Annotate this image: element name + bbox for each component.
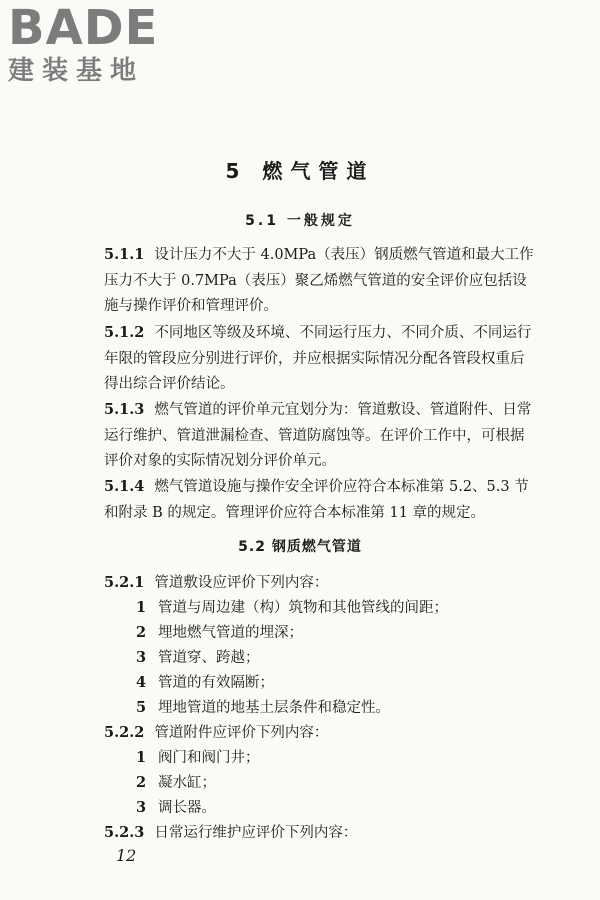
list-item xyxy=(136,645,536,671)
clause-text: 燃气管道的评价单元宜划分为：管道敷设、管道附件、日常运行维护、管道泄漏检查、管道防腐蚀等。在评价工作中，可根据评价对象的实际情况划分评价单元。 xyxy=(104,402,532,469)
logo-subtitle: 建装基地 xyxy=(8,56,145,86)
clause-5-1-1 xyxy=(104,242,534,320)
clause-number: 5.1.4 xyxy=(104,478,145,495)
clause-text: 管道敷设应评价下列内容： xyxy=(154,575,329,591)
clause-number: 5.1.2 xyxy=(104,324,145,341)
item-number: 1 xyxy=(136,599,147,616)
clause-text: 日常运行维护应评价下列内容： xyxy=(154,825,358,841)
logo xyxy=(8,2,178,86)
section-title-5-1: 5.1 一般规定 xyxy=(245,213,355,229)
list-item xyxy=(136,620,536,646)
clause-text: 燃气管道设施与操作安全评价应符合本标准第 5.2、5.3 节和附录 B 的规定。管理评价应符合本标准第 11 章的规定。 xyxy=(104,479,529,521)
chapter-title: 5 燃气管道 xyxy=(225,159,375,183)
item-text: 埋地管道的地基土层条件和稳定性。 xyxy=(158,700,390,716)
clause-5-1-3 xyxy=(104,397,534,475)
item-text: 管道与周边建（构）筑物和其他管线的间距； xyxy=(158,600,448,616)
item-number: 5 xyxy=(136,699,147,716)
clause-5-2-1 xyxy=(104,570,534,596)
logo-brand: BADE xyxy=(8,0,159,56)
list-item xyxy=(136,670,536,696)
item-number: 3 xyxy=(136,799,147,816)
item-text: 管道穿、跨越； xyxy=(158,650,260,666)
list-item xyxy=(136,745,536,771)
clause-number: 5.2.3 xyxy=(104,824,145,841)
item-number: 3 xyxy=(136,649,147,666)
list-item xyxy=(136,695,536,721)
clause-number: 5.1.3 xyxy=(104,401,145,418)
item-text: 埋地燃气管道的埋深； xyxy=(158,625,303,641)
list-item xyxy=(136,795,536,821)
clause-5-1-4 xyxy=(104,474,534,526)
clause-5-2-2 xyxy=(104,720,534,746)
item-number: 2 xyxy=(136,624,147,641)
clause-text: 管道附件应评价下列内容： xyxy=(154,725,329,741)
item-number: 1 xyxy=(136,749,147,766)
item-text: 凝水缸； xyxy=(158,775,216,791)
page-number: 12 xyxy=(116,846,137,865)
item-number: 2 xyxy=(136,774,147,791)
item-number: 4 xyxy=(136,674,147,691)
list-item xyxy=(136,595,536,621)
item-text: 调长器。 xyxy=(158,800,216,816)
clause-number: 5.2.1 xyxy=(104,574,145,591)
item-text: 管道的有效隔断； xyxy=(158,675,274,691)
item-text: 阀门和阀门井； xyxy=(158,750,260,766)
list-item xyxy=(136,770,536,796)
clause-5-2-3 xyxy=(104,820,534,846)
clause-text: 设计压力不大于 4.0MPa（表压）钢质燃气管道和最大工作压力不大于 0.7MPa（表压）聚乙烯燃气管道的安全评价应包括设施与操作评价和管理评价。 xyxy=(104,247,534,314)
section-title-5-2: 5.2 钢质燃气管道 xyxy=(238,539,362,555)
clause-number: 5.2.2 xyxy=(104,724,145,741)
clause-5-1-2 xyxy=(104,320,534,398)
clause-number: 5.1.1 xyxy=(104,246,145,263)
clause-text: 不同地区等级及环境、不同运行压力、不同介质、不同运行年限的管段应分别进行评价，并应根据实际情况分配各管段权重后得出综合评价结论。 xyxy=(104,325,532,392)
